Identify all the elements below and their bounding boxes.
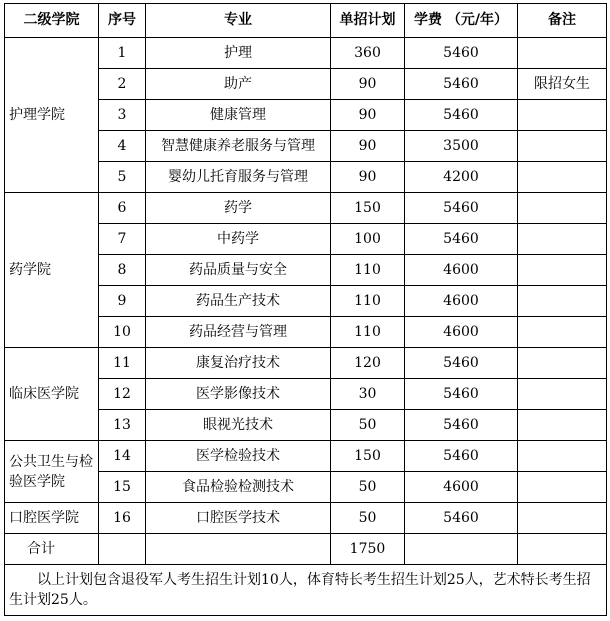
major-cell: 健康管理 <box>146 100 331 131</box>
note-cell <box>518 193 607 224</box>
plan-cell: 150 <box>331 193 405 224</box>
seq-cell: 6 <box>99 193 146 224</box>
footnote-row <box>5 565 607 616</box>
plan-cell: 90 <box>331 100 405 131</box>
note-cell <box>518 286 607 317</box>
major-cell: 护理 <box>146 38 331 69</box>
table-row <box>5 348 607 379</box>
table-row <box>5 441 607 472</box>
plan-cell: 100 <box>331 224 405 255</box>
header-plan: 单招计划 <box>331 4 405 38</box>
fee-cell: 5460 <box>405 441 518 472</box>
table-row <box>5 38 607 69</box>
note-cell <box>518 224 607 255</box>
plan-cell: 150 <box>331 441 405 472</box>
plan-cell: 50 <box>331 503 405 534</box>
seq-cell: 10 <box>99 317 146 348</box>
plan-cell: 30 <box>331 379 405 410</box>
seq-cell: 16 <box>99 503 146 534</box>
note-cell <box>518 100 607 131</box>
major-cell: 智慧健康养老服务与管理 <box>146 131 331 162</box>
plan-cell: 50 <box>331 472 405 503</box>
fee-cell: 3500 <box>405 131 518 162</box>
plan-cell: 110 <box>331 286 405 317</box>
fee-cell: 5460 <box>405 410 518 441</box>
seq-cell: 11 <box>99 348 146 379</box>
total-row <box>5 534 607 565</box>
fee-cell: 4600 <box>405 255 518 286</box>
fee-cell: 5460 <box>405 69 518 100</box>
major-cell: 食品检验检测技术 <box>146 472 331 503</box>
note-cell <box>518 255 607 286</box>
header-row <box>5 4 607 38</box>
seq-cell: 12 <box>99 379 146 410</box>
college-cell: 护理学院 <box>5 38 99 193</box>
total-fee-empty <box>405 534 518 565</box>
header-college: 二级学院 <box>5 4 99 38</box>
header-note: 备注 <box>518 4 607 38</box>
major-cell: 药学 <box>146 193 331 224</box>
college-cell: 临床医学院 <box>5 348 99 441</box>
plan-cell: 90 <box>331 162 405 193</box>
seq-cell: 13 <box>99 410 146 441</box>
note-cell <box>518 472 607 503</box>
plan-cell: 110 <box>331 255 405 286</box>
fee-cell: 4600 <box>405 472 518 503</box>
table-row <box>5 503 607 534</box>
major-cell: 中药学 <box>146 224 331 255</box>
admission-plan-table <box>4 3 607 616</box>
major-cell: 医学检验技术 <box>146 441 331 472</box>
college-cell: 公共卫生与检验医学院 <box>5 441 99 503</box>
plan-cell: 360 <box>331 38 405 69</box>
fee-cell: 5460 <box>405 100 518 131</box>
fee-cell: 5460 <box>405 193 518 224</box>
major-cell: 康复治疗技术 <box>146 348 331 379</box>
plan-cell: 120 <box>331 348 405 379</box>
seq-cell: 1 <box>99 38 146 69</box>
major-cell: 药品质量与安全 <box>146 255 331 286</box>
note-cell <box>518 38 607 69</box>
major-cell: 医学影像技术 <box>146 379 331 410</box>
seq-cell: 14 <box>99 441 146 472</box>
header-major: 专业 <box>146 4 331 38</box>
total-seq-empty <box>99 534 146 565</box>
seq-cell: 3 <box>99 100 146 131</box>
note-cell <box>518 317 607 348</box>
seq-cell: 7 <box>99 224 146 255</box>
major-cell: 眼视光技术 <box>146 410 331 441</box>
note-cell <box>518 131 607 162</box>
seq-cell: 15 <box>99 472 146 503</box>
major-cell: 口腔医学技术 <box>146 503 331 534</box>
footnote-text: 以上计划包含退役军人考生招生计划10人，体育特长考生招生计划25人，艺术特长考生招生计划25人。 <box>5 565 607 616</box>
major-cell: 药品经营与管理 <box>146 317 331 348</box>
seq-cell: 2 <box>99 69 146 100</box>
fee-cell: 5460 <box>405 224 518 255</box>
seq-cell: 9 <box>99 286 146 317</box>
header-fee: 学费 （元/年） <box>405 4 518 38</box>
note-cell <box>518 348 607 379</box>
fee-cell: 5460 <box>405 503 518 534</box>
college-cell: 药学院 <box>5 193 99 348</box>
note-cell: 限招女生 <box>518 69 607 100</box>
plan-cell: 90 <box>331 69 405 100</box>
fee-cell: 5460 <box>405 379 518 410</box>
fee-cell: 5460 <box>405 38 518 69</box>
seq-cell: 5 <box>99 162 146 193</box>
table-row <box>5 193 607 224</box>
note-cell <box>518 162 607 193</box>
seq-cell: 4 <box>99 131 146 162</box>
fee-cell: 5460 <box>405 348 518 379</box>
total-label: 合计 <box>5 534 99 565</box>
fee-cell: 4600 <box>405 286 518 317</box>
total-note-empty <box>518 534 607 565</box>
college-cell: 口腔医学院 <box>5 503 99 534</box>
plan-cell: 110 <box>331 317 405 348</box>
plan-cell: 90 <box>331 131 405 162</box>
note-cell <box>518 503 607 534</box>
major-cell: 婴幼儿托育服务与管理 <box>146 162 331 193</box>
note-cell <box>518 379 607 410</box>
total-major-empty <box>146 534 331 565</box>
header-seq: 序号 <box>99 4 146 38</box>
fee-cell: 4200 <box>405 162 518 193</box>
major-cell: 助产 <box>146 69 331 100</box>
plan-cell: 50 <box>331 410 405 441</box>
major-cell: 药品生产技术 <box>146 286 331 317</box>
seq-cell: 8 <box>99 255 146 286</box>
fee-cell: 4600 <box>405 317 518 348</box>
note-cell <box>518 441 607 472</box>
total-plan: 1750 <box>331 534 405 565</box>
note-cell <box>518 410 607 441</box>
